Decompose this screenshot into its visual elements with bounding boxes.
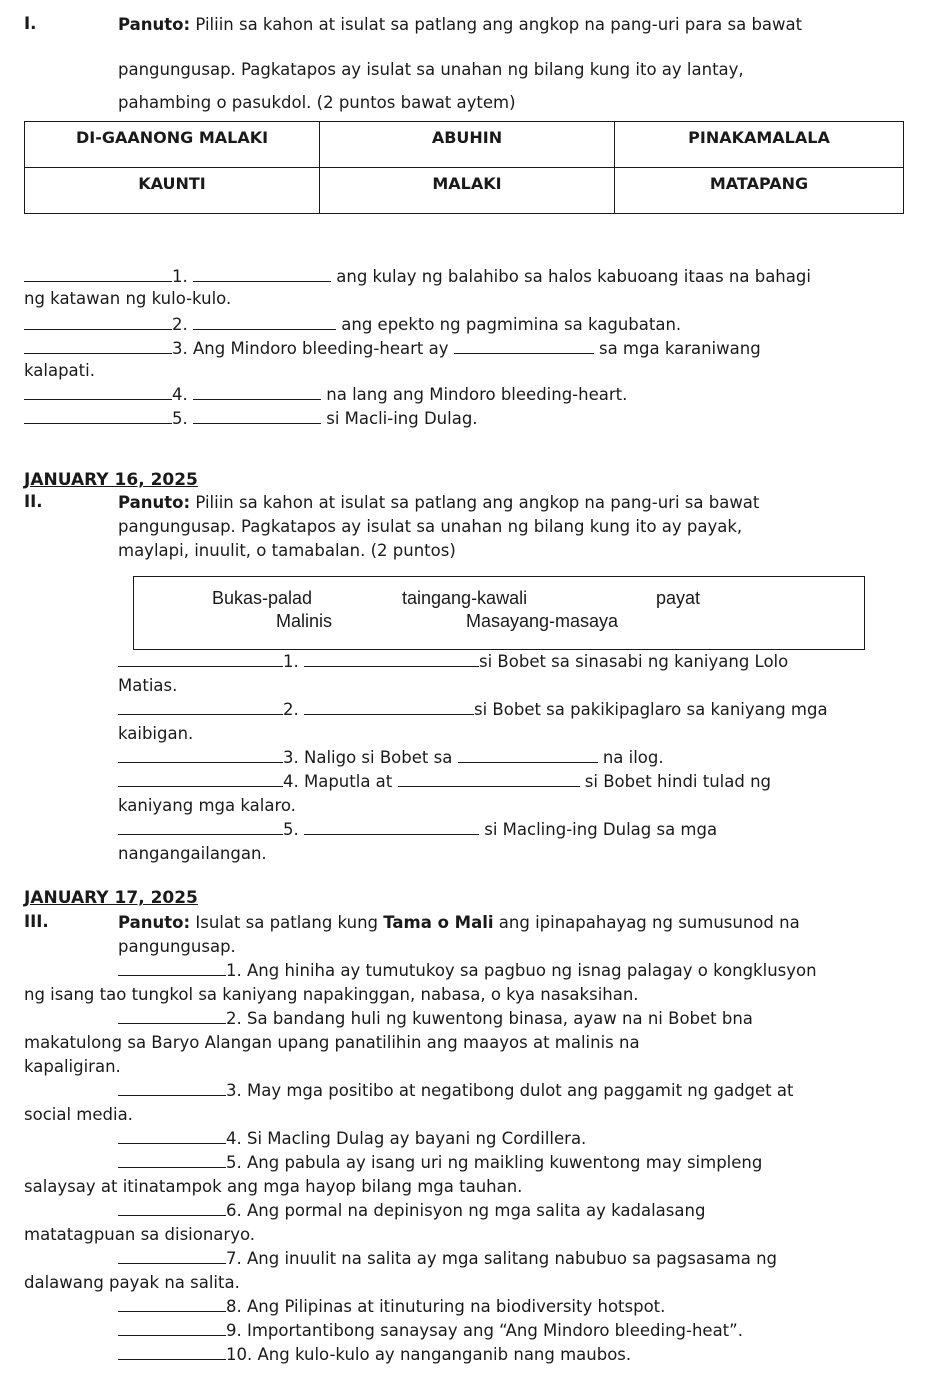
section-1-item-1-cont: ng katawan ng kulo-kulo. (24, 289, 232, 308)
section-1-word-bank (24, 121, 904, 214)
section-1-item-5: 5. si Macli-ing Dulag. (24, 408, 478, 430)
section-3-item-8: 8. Ang Pilipinas at itinuturing na biodiversity hotspot. (118, 1296, 665, 1318)
answer-blank[interactable] (118, 1153, 226, 1168)
answer-blank[interactable] (118, 700, 283, 715)
answer-blank[interactable] (398, 772, 580, 787)
word-bank-item: Malinis (276, 611, 333, 631)
word-bank-cell: KAUNTI (25, 168, 320, 214)
section-3-item-5: 5. Ang pabula ay isang uri ng maikling kuwentong may simpleng (118, 1152, 762, 1174)
section-3-instruction-line-2: pangungusap. (118, 937, 236, 956)
section-1-instruction-line-1: Panuto: Piliin sa kahon at isulat sa patlang ang angkop na pang-uri para sa bawat (118, 15, 803, 34)
word-bank-cell: MATAPANG (615, 168, 904, 214)
answer-blank[interactable] (304, 820, 479, 835)
answer-blank[interactable] (24, 267, 172, 282)
answer-blank[interactable] (24, 339, 172, 354)
section-3-item-1: 1. Ang hiniha ay tumutukoy sa pagbuo ng isnag palagay o kongklusyon (118, 960, 817, 982)
section-3-numeral: III. (24, 912, 49, 931)
section-2-item-2: 2. si Bobet sa pakikipaglaro sa kaniyang mga (118, 699, 828, 721)
section-3-item-2: 2. Sa bandang huli ng kuwentong binasa, ayaw na ni Bobet bna (118, 1008, 753, 1030)
answer-blank[interactable] (454, 339, 594, 354)
section-3-item-2-cont: makatulong sa Baryo Alangan upang panatilihin ang maayos at malinis na (24, 1033, 640, 1052)
section-2-item-2-cont: kaibigan. (118, 724, 194, 743)
answer-blank[interactable] (458, 748, 598, 763)
section-3-item-1-cont: ng isang tao tungkol sa kaniyang napakinggan, nabasa, o kya nasaksihan. (24, 985, 639, 1004)
section-3-item-7: 7. Ang inuulit na salita ay mga salitang nabubuo sa pagsasama ng (118, 1248, 777, 1270)
section-2-item-5-cont: nangangailangan. (118, 844, 267, 863)
section-2-word-bank (133, 576, 865, 650)
word-bank-cell: ABUHIN (320, 122, 615, 168)
section-3-item-10: 10. Ang kulo-kulo ay nanganganib nang maubos. (118, 1344, 631, 1366)
section-3-item-7-cont: dalawang payak na salita. (24, 1273, 240, 1292)
answer-blank[interactable] (118, 748, 283, 763)
section-1-instruction-line-2: pangungusap. Pagkatapos ay isulat sa unahan ng bilang kung ito ay lantay, (118, 60, 744, 79)
section-1-item-2: 2. ang epekto ng pagmimina sa kagubatan. (24, 314, 681, 336)
answer-blank[interactable] (118, 1321, 226, 1336)
section-3-instruction-line-1: Panuto: Isulat sa patlang kung Tama o Mali ang ipinapahayag ng sumusunod na (118, 913, 800, 932)
section-3-item-5-cont: salaysay at itinatampok ang mga hayop bilang mga tauhan. (24, 1177, 523, 1196)
section-2-instruction-line-1: Panuto: Piliin sa kahon at isulat sa patlang ang angkop na pang-uri sa bawat (118, 493, 760, 512)
section-1-item-3-cont: kalapati. (24, 361, 95, 380)
answer-blank[interactable] (118, 1129, 226, 1144)
section-3-item-2-cont2: kapaligiran. (24, 1057, 121, 1076)
answer-blank[interactable] (193, 409, 321, 424)
section-1-item-1: 1. ang kulay ng balahibo sa halos kabuoang itaas na bahagi (24, 266, 811, 288)
answer-blank[interactable] (24, 409, 172, 424)
word-bank-item: taingang-kawali (402, 588, 528, 608)
section-3-item-9: 9. Importantibong sanaysay ang “Ang Mindoro bleeding-heat”. (118, 1320, 743, 1342)
section-2-numeral: II. (24, 492, 43, 511)
section-1-item-3: 3. Ang Mindoro bleeding-heart ay sa mga karaniwang (24, 338, 761, 360)
section-3-label: Panuto: (118, 913, 191, 932)
section-2-item-1-cont: Matias. (118, 676, 178, 695)
answer-blank[interactable] (193, 315, 336, 330)
section-1-instruction-line-3: pahambing o pasukdol. (2 puntos bawat aytem) (118, 93, 516, 112)
answer-blank[interactable] (118, 820, 283, 835)
section-3-item-4: 4. Si Macling Dulag ay bayani ng Cordillera. (118, 1128, 586, 1150)
word-bank-item: Masayang-masaya (466, 611, 619, 631)
answer-blank[interactable] (304, 652, 479, 667)
word-bank-cell: PINAKAMALALA (615, 122, 904, 168)
answer-blank[interactable] (118, 772, 283, 787)
section-1-numeral: I. (24, 14, 37, 33)
section-3-item-3: 3. May mga positibo at negatibong dulot ang paggamit ng gadget at (118, 1080, 793, 1102)
answer-blank[interactable] (118, 1081, 226, 1096)
section-2-item-5: 5. si Macling-ing Dulag sa mga (118, 819, 717, 841)
answer-blank[interactable] (24, 315, 172, 330)
date-heading-1: JANUARY 16, 2025 (24, 470, 198, 490)
section-2-instruction-line-2: pangungusap. Pagkatapos ay isulat sa unahan ng bilang kung ito ay payak, (118, 517, 743, 536)
section-3-item-3-cont: social media. (24, 1105, 133, 1124)
answer-blank[interactable] (118, 1009, 226, 1024)
answer-blank[interactable] (24, 385, 172, 400)
word-bank-item: payat (656, 588, 701, 608)
answer-blank[interactable] (118, 1345, 226, 1360)
answer-blank[interactable] (118, 961, 226, 976)
section-2-instruction-line-3: maylapi, inuulit, o tamabalan. (2 puntos) (118, 541, 456, 560)
section-2-label: Panuto: (118, 493, 191, 512)
answer-blank[interactable] (118, 1201, 226, 1216)
section-2-item-4-cont: kaniyang mga kalaro. (118, 796, 296, 815)
word-bank-cell: DI-GAANONG MALAKI (25, 122, 320, 168)
section-1-item-4: 4. na lang ang Mindoro bleeding-heart. (24, 384, 627, 406)
date-heading-2: JANUARY 17, 2025 (24, 888, 198, 908)
answer-blank[interactable] (193, 385, 321, 400)
section-3-item-6: 6. Ang pormal na depinisyon ng mga salita ay kadalasang (118, 1200, 705, 1222)
section-2-item-3: 3. Naligo si Bobet sa na ilog. (118, 747, 664, 769)
section-1-label: Panuto: (118, 15, 191, 34)
answer-blank[interactable] (118, 1297, 226, 1312)
word-bank-item: Bukas-palad (212, 588, 313, 608)
answer-blank[interactable] (304, 700, 474, 715)
section-3-item-6-cont: matatagpuan sa disionaryo. (24, 1225, 256, 1244)
section-2-item-1: 1. si Bobet sa sinasabi ng kaniyang Lolo (118, 651, 788, 673)
answer-blank[interactable] (193, 267, 331, 282)
word-bank-cell: MALAKI (320, 168, 615, 214)
answer-blank[interactable] (118, 652, 283, 667)
section-2-item-4: 4. Maputla at si Bobet hindi tulad ng (118, 771, 771, 793)
answer-blank[interactable] (118, 1249, 226, 1264)
